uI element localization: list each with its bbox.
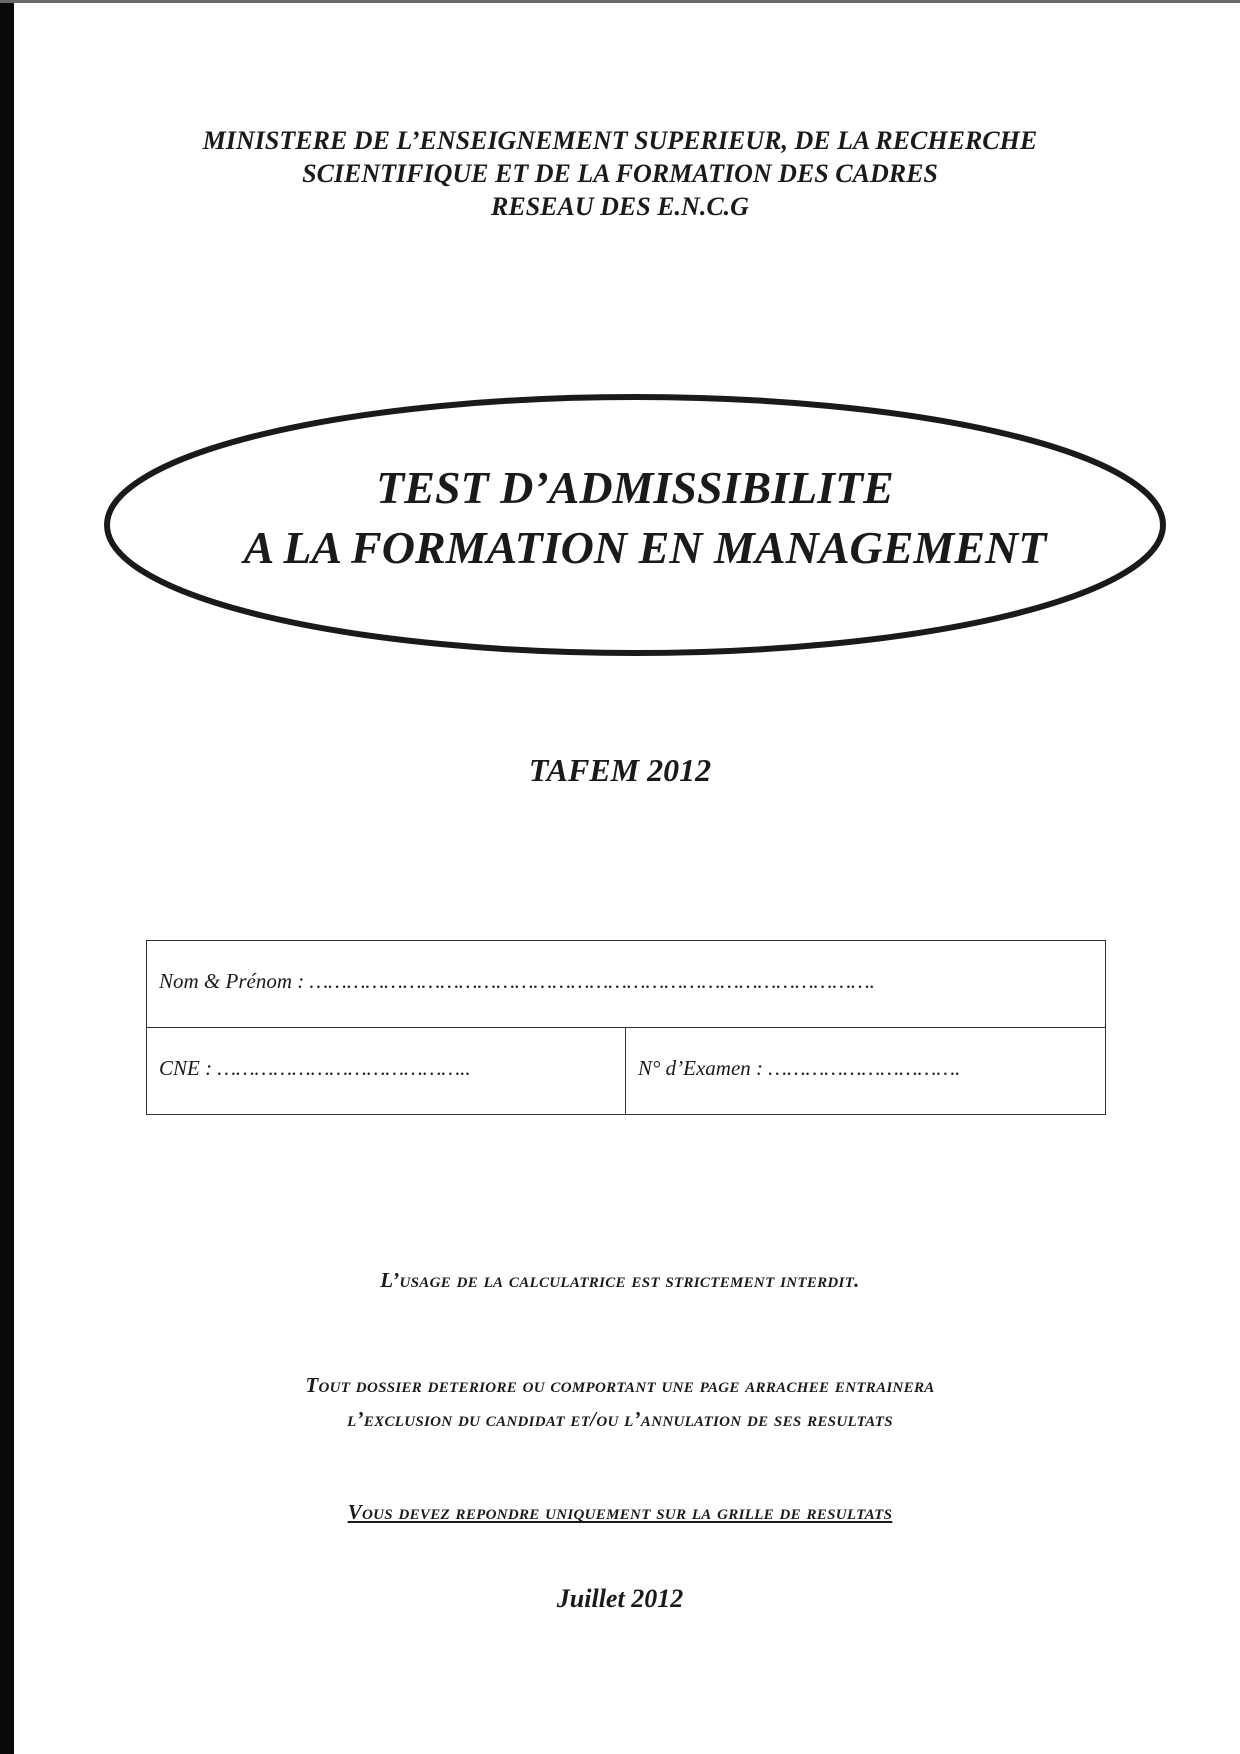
ministry-line-2: SCIENTIFIQUE ET DE LA FORMATION DES CADRES [302, 159, 938, 188]
cne-cell [147, 1028, 626, 1114]
answer-grid-notice [0, 1500, 1240, 1525]
damaged-file-line-1: Tout dossier deteriore ou comportant une page arrachee entrainera [305, 1373, 935, 1397]
ministry-line-1: MINISTERE DE L’ENSEIGNEMENT SUPERIEUR, DE LA RECHERCHE [202, 126, 1038, 155]
exam-number-cell [626, 1028, 1106, 1114]
damaged-file-notice [0, 1368, 1240, 1436]
exam-number-field[interactable]: N° d’Examen : …………………………. [638, 1056, 961, 1080]
main-title [120, 458, 1120, 578]
scan-left-edge [0, 0, 14, 1754]
calculator-notice-text: L’usage de la calculatrice est strictement interdit. [380, 1268, 860, 1292]
name-field[interactable]: Nom & Prénom : ………………………………………………………………………………. [159, 969, 875, 993]
name-row [147, 941, 1105, 1028]
damaged-file-line-2: l’exclusion du candidat et/ou l’annulation de ses resultats [347, 1407, 893, 1431]
cne-field[interactable]: CNE : ………………………………….. [159, 1056, 471, 1080]
calculator-notice [0, 1268, 1240, 1293]
ministry-header [120, 124, 1120, 223]
scan-top-edge [0, 0, 1240, 3]
exam-subtitle: TAFEM 2012 [528, 752, 712, 788]
exam-date: Juillet 2012 [556, 1584, 684, 1613]
main-title-line-2: A LA FORMATION EN MANAGEMENT [243, 522, 1047, 573]
network-line: RESEAU DES E.N.C.G [491, 192, 749, 221]
id-row [147, 1028, 1105, 1114]
answer-grid-notice-text: Vous devez repondre uniquement sur la grille de resultats [347, 1500, 893, 1524]
main-title-line-1: TEST D’ADMISSIBILITE [376, 462, 894, 513]
candidate-info-table [146, 940, 1106, 1115]
